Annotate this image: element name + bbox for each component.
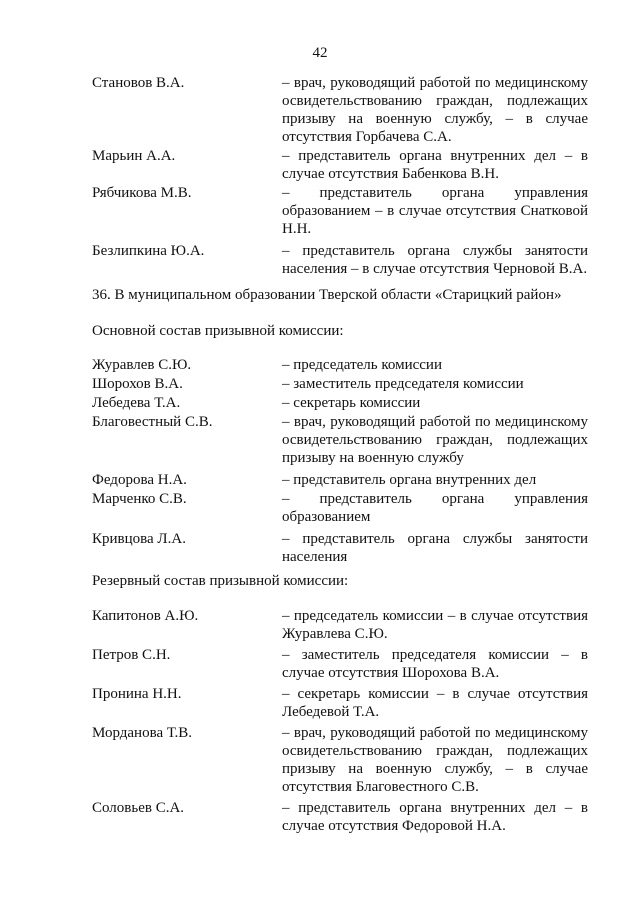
member-name: Соловьев С.А. bbox=[92, 800, 185, 816]
section-heading: 36. В муниципальном образовании Тверской области «Старицкий район» bbox=[92, 287, 562, 303]
member-role: – секретарь комиссии – в случае отсутствия Лебедевой Т.А. bbox=[282, 686, 588, 720]
member-name: Лебедева Т.А. bbox=[92, 395, 181, 411]
member-role: – представитель органа внутренних дел – в случае отсутствия Федоровой Н.А. bbox=[282, 800, 588, 834]
member-name: Петров С.Н. bbox=[92, 647, 171, 663]
member-row bbox=[92, 394, 588, 412]
member-row bbox=[92, 184, 588, 238]
member-name: Федорова Н.А. bbox=[92, 472, 187, 488]
member-role: – председатель комиссии bbox=[282, 357, 442, 373]
member-role: – заместитель председателя комиссии bbox=[282, 376, 524, 392]
member-row bbox=[92, 490, 588, 526]
member-name: Пронина Н.Н. bbox=[92, 686, 182, 702]
page-number: 42 bbox=[312, 45, 328, 61]
member-list-previous bbox=[92, 74, 588, 278]
reserve-composition-heading: Резервный состав призывной комиссии: bbox=[92, 573, 349, 589]
member-role: – врач, руководящий работой по медицинскому освидетельствованию граждан, подлежащих призыву на военную службу, – в случае отсутствия Горбачева С.А. bbox=[282, 75, 588, 145]
member-row bbox=[92, 147, 588, 183]
member-name: Становов В.А. bbox=[92, 75, 185, 91]
member-name: Марченко С.В. bbox=[92, 491, 187, 507]
member-role: – представитель органа службы занятости населения bbox=[282, 531, 588, 565]
member-row bbox=[92, 530, 588, 566]
member-list-reserve bbox=[92, 607, 588, 835]
member-role: – врач, руководящий работой по медицинскому освидетельствованию граждан, подлежащих призыву на военную службу, – в случае отсутствия Благовестного С.В. bbox=[282, 725, 588, 795]
member-row bbox=[92, 242, 588, 278]
member-name: Марьин А.А. bbox=[92, 148, 176, 164]
main-composition-heading: Основной состав призывной комиссии: bbox=[92, 323, 344, 339]
member-name: Шорохов В.А. bbox=[92, 376, 183, 392]
member-role: – секретарь комиссии bbox=[282, 395, 421, 411]
member-role: – представитель органа управления образованием bbox=[282, 491, 588, 525]
member-name: Кривцова Л.А. bbox=[92, 531, 186, 547]
member-role: – представитель органа службы занятости населения – в случае отсутствия Черновой В.А. bbox=[282, 243, 588, 277]
member-row bbox=[92, 375, 588, 393]
member-role: – врач, руководящий работой по медицинскому освидетельствованию граждан, подлежащих призыву на военную службу bbox=[282, 414, 588, 466]
member-name: Благовестный С.В. bbox=[92, 414, 213, 430]
member-row bbox=[92, 413, 588, 467]
member-name: Безлипкина Ю.А. bbox=[92, 243, 205, 259]
member-name: Капитонов А.Ю. bbox=[92, 608, 199, 624]
member-row bbox=[92, 646, 588, 682]
member-row bbox=[92, 356, 588, 374]
member-name: Журавлев С.Ю. bbox=[92, 357, 192, 373]
member-row bbox=[92, 799, 588, 835]
member-row bbox=[92, 471, 588, 489]
member-row bbox=[92, 607, 588, 643]
member-role: – заместитель председателя комиссии – в случае отсутствия Шорохова В.А. bbox=[282, 647, 588, 681]
member-row bbox=[92, 685, 588, 721]
member-role: – представитель органа внутренних дел bbox=[282, 472, 537, 488]
member-role: – представитель органа внутренних дел – в случае отсутствия Бабенкова В.Н. bbox=[282, 148, 588, 182]
member-role: – представитель органа управления образованием – в случае отсутствия Снатковой Н.Н. bbox=[282, 185, 588, 237]
member-role: – председатель комиссии – в случае отсутствия Журавлева С.Ю. bbox=[282, 608, 588, 642]
member-name: Рябчикова М.В. bbox=[92, 185, 192, 201]
member-list-main bbox=[92, 356, 588, 566]
member-name: Морданова Т.В. bbox=[92, 725, 193, 741]
member-row bbox=[92, 724, 588, 796]
member-row bbox=[92, 74, 588, 146]
